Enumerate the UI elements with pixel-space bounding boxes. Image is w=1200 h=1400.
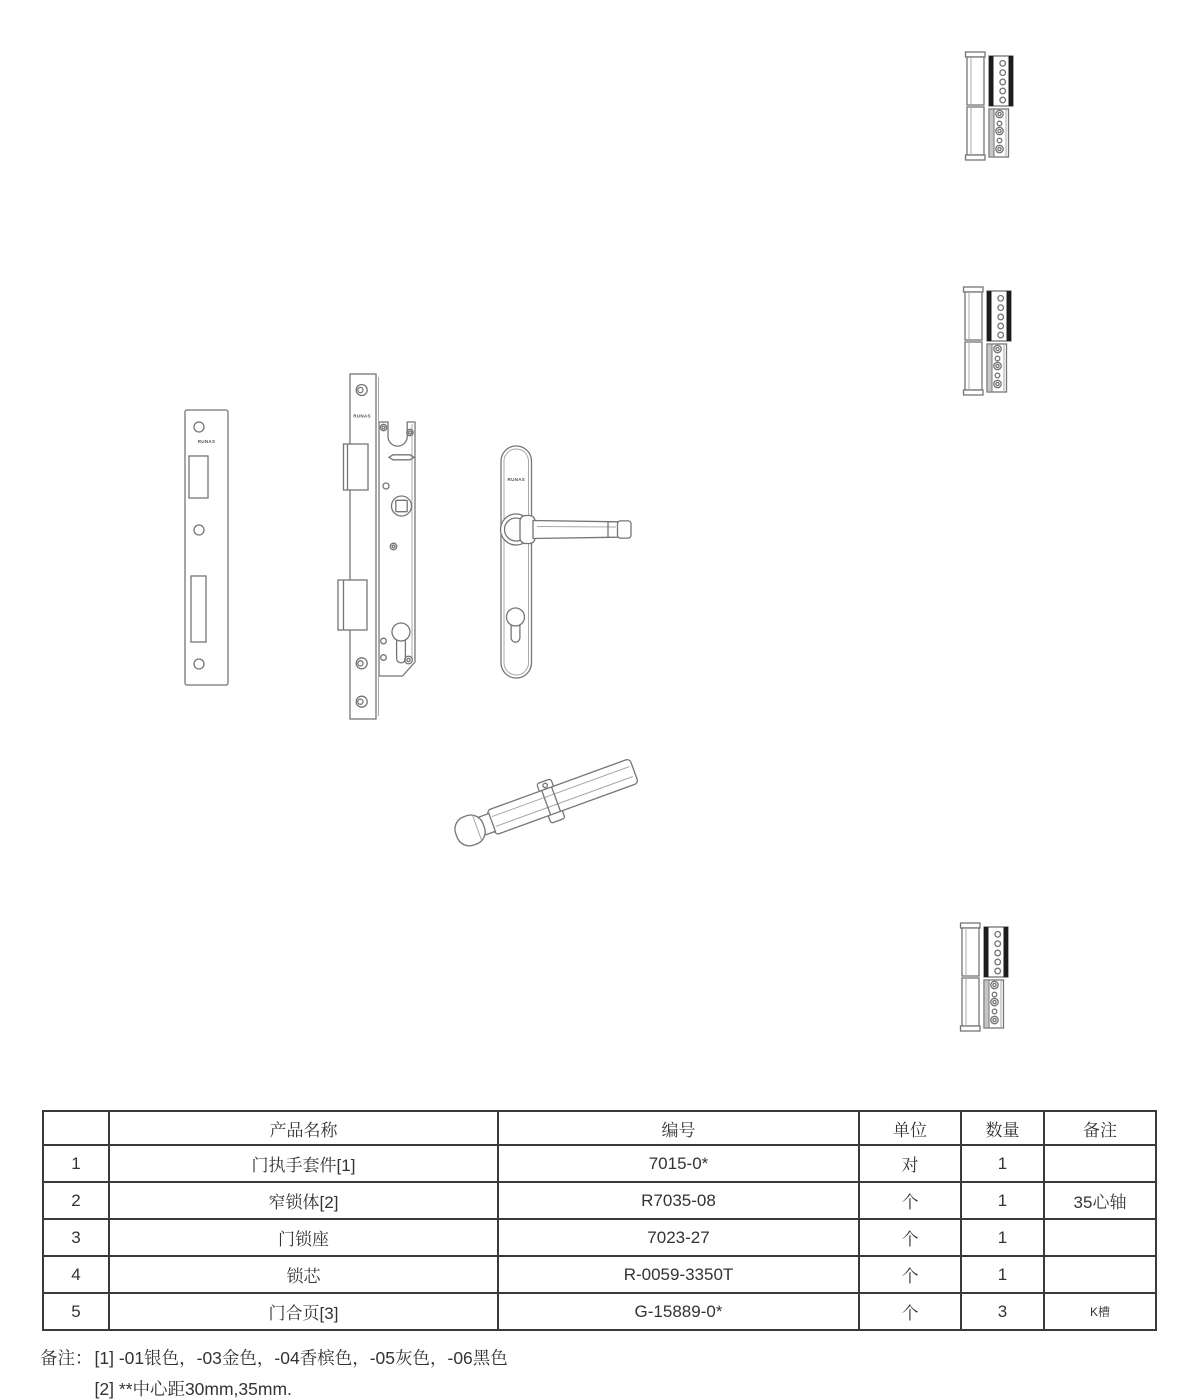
cell-qty: 1	[961, 1145, 1044, 1182]
cell-no: 4	[43, 1256, 109, 1293]
cell-code: R-0059-3350T	[498, 1256, 859, 1293]
cell-unit: 个	[859, 1256, 961, 1293]
cell-qty: 1	[961, 1182, 1044, 1219]
cell-no: 5	[43, 1293, 109, 1330]
cell-code: R7035-08	[498, 1182, 859, 1219]
header-remark: 备注	[1044, 1111, 1156, 1145]
table-row	[43, 1293, 1156, 1330]
hinge-drawing-middle	[964, 287, 1012, 395]
cell-name: 锁芯	[109, 1256, 498, 1293]
hinge-drawing-bottom	[961, 923, 1009, 1031]
table-row	[43, 1145, 1156, 1182]
cell-unit: 个	[859, 1182, 961, 1219]
cell-no: 1	[43, 1145, 109, 1182]
lock-body-brand-label: RUNAS	[353, 413, 371, 419]
cell-qty: 3	[961, 1293, 1044, 1330]
cell-code: G-15889-0*	[498, 1293, 859, 1330]
cell-remark: 35心轴	[1044, 1182, 1156, 1219]
cell-remark	[1044, 1145, 1156, 1182]
strike-plate-drawing	[185, 410, 228, 685]
header-name: 产品名称	[109, 1111, 498, 1145]
table-row	[43, 1256, 1156, 1293]
cell-name: 门执手套件[1]	[109, 1145, 498, 1182]
table-row	[43, 1219, 1156, 1256]
header-unit: 单位	[859, 1111, 961, 1145]
cylinder-drawing	[449, 751, 641, 855]
cell-code: 7023-27	[498, 1219, 859, 1256]
cell-no: 3	[43, 1219, 109, 1256]
note-line: [1] -01银色，-03金色，-04香槟色，-05灰色，-06黑色	[94, 1348, 508, 1368]
cell-remark	[1044, 1219, 1156, 1256]
notes-label: 备注：	[40, 1348, 93, 1368]
header-qty: 数量	[961, 1111, 1044, 1145]
cell-name: 门锁座	[109, 1219, 498, 1256]
hinge-drawing-top	[966, 52, 1014, 160]
note-line: [2] **中心距30mm,35mm.	[94, 1379, 292, 1399]
cell-unit: 对	[859, 1145, 961, 1182]
cell-qty: 1	[961, 1256, 1044, 1293]
notes	[40, 1343, 508, 1400]
cell-no: 2	[43, 1182, 109, 1219]
parts-table	[42, 1110, 1157, 1331]
cell-qty: 1	[961, 1219, 1044, 1256]
strike-plate-brand-label: RUNAS	[197, 439, 216, 444]
handle-drawing	[501, 446, 632, 678]
cell-name: 门合页[3]	[109, 1293, 498, 1330]
cell-unit: 个	[859, 1293, 961, 1330]
cell-remark: K槽	[1044, 1293, 1156, 1330]
cell-unit: 个	[859, 1219, 961, 1256]
table-row	[43, 1182, 1156, 1219]
cell-code: 7015-0*	[498, 1145, 859, 1182]
header-code: 编号	[498, 1111, 859, 1145]
cell-remark	[1044, 1256, 1156, 1293]
lock-body-drawing	[338, 374, 415, 719]
handle-brand-label: RUNAS	[507, 477, 526, 482]
cell-name: 窄锁体[2]	[109, 1182, 498, 1219]
table-header-row	[43, 1111, 1156, 1145]
header-index	[43, 1111, 109, 1145]
